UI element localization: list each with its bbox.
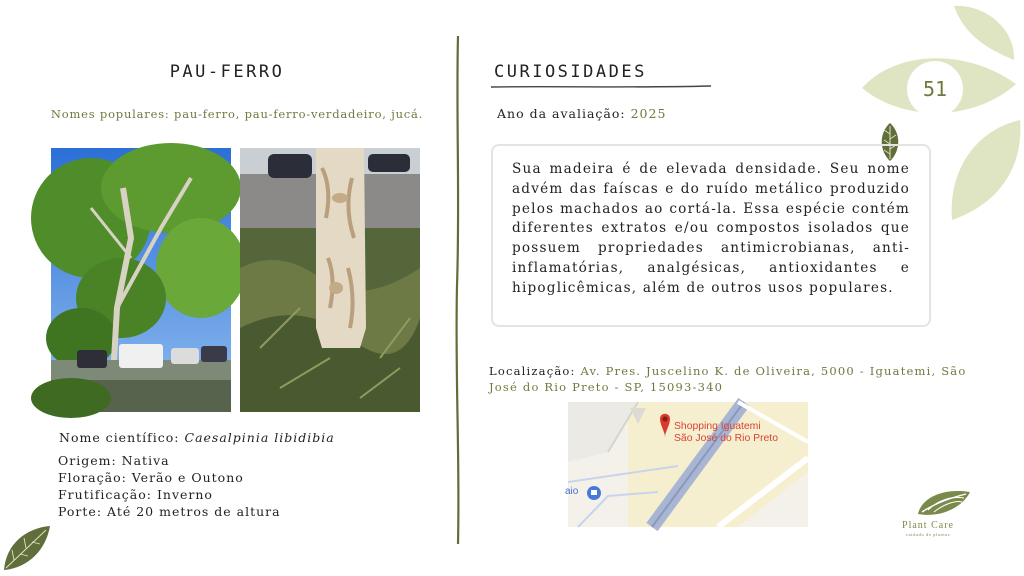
- page-number: 51: [922, 77, 948, 101]
- trunk-photo: [240, 148, 420, 412]
- plant-care-logo-icon: [912, 486, 972, 520]
- vertical-divider: [453, 36, 463, 544]
- title-underline: [491, 84, 711, 90]
- curiosity-text: Sua madeira é de elevada densidade. Seu nome advém das faíscas e do ruído metálico produzido pelos machados ao cortá-la. Essa espécie contém diferentes extratos e/ou compostos isolados que possuem propriedades antimicrobianas, anti-inflamatórias, analgésicas, antioxidantes e hipoglicêmicas, além de outros usos populares.: [512, 161, 910, 296]
- logo-name: Plant Care: [902, 520, 954, 531]
- map-place-line2: São José do Rio Preto: [674, 433, 778, 444]
- fruiting-text: Frutificação: Inverno: [58, 487, 213, 502]
- tree-photo: [51, 148, 231, 412]
- flowering-text: Floração: Verão e Outono: [58, 470, 244, 485]
- location: [489, 364, 989, 395]
- year-value: 2025: [630, 106, 667, 121]
- year-label: Ano da avaliação:: [497, 106, 631, 121]
- map-place-label[interactable]: [674, 421, 778, 445]
- location-label: Localização:: [489, 364, 581, 378]
- map-side-label: aio: [565, 486, 579, 497]
- leaf-bottom-left-icon: [0, 524, 52, 572]
- curiosity-box: [491, 144, 931, 327]
- species-facts: [58, 452, 281, 520]
- species-title: PAU-FERRO: [169, 62, 285, 82]
- scientific-name: [59, 430, 335, 445]
- origin-text: Origem: Nativa: [58, 453, 170, 468]
- evaluation-year: [497, 106, 666, 121]
- size-text: Porte: Até 20 metros de altura: [58, 504, 281, 519]
- location-value: Av. Pres. Juscelino K. de Oliveira, 5000 - Iguatemi, São José do Rio Preto - SP, 15093-340: [489, 364, 967, 394]
- logo-tagline: cuidado de plantas: [905, 532, 951, 537]
- popular-names: Nomes populares: pau-ferro, pau-ferro-verdadeiro, jucá.: [50, 107, 424, 121]
- location-map[interactable]: [565, 402, 808, 527]
- scientific-name-value: Caesalpinia libidibia: [184, 430, 335, 445]
- map-place-line1: Shopping Iguatemi: [674, 421, 761, 432]
- curiosities-title: CURIOSIDADES: [494, 62, 647, 82]
- scientific-name-label: Nome científico:: [59, 430, 185, 445]
